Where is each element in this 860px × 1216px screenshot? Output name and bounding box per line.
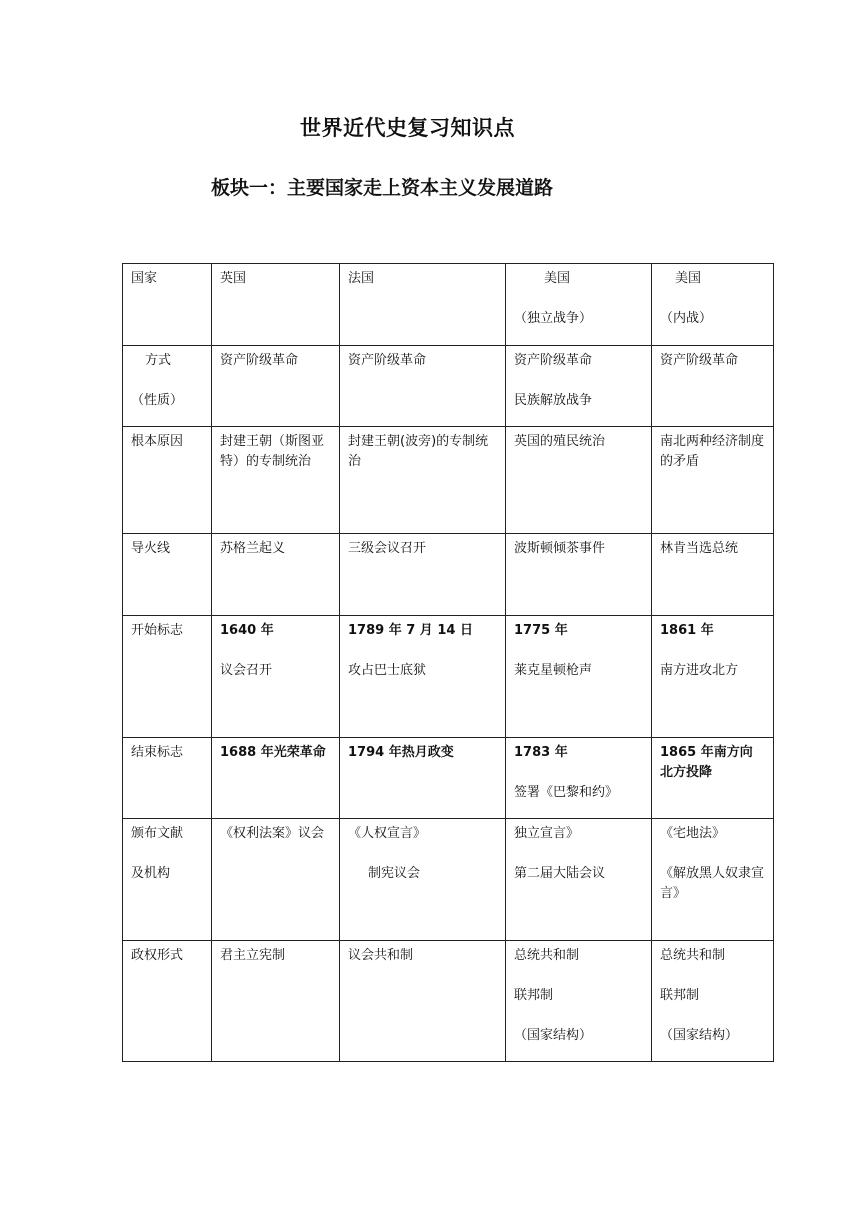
row-label: 结束标志 (123, 738, 212, 819)
table-cell: 总统共和制 联邦制 （国家结构） (506, 941, 652, 1062)
table-cell: 《人权宣言》 制宪议会 (340, 819, 506, 941)
comparison-table (122, 263, 774, 1062)
header-cell-country: 国家 (123, 264, 212, 346)
table-cell: 波斯顿倾茶事件 (506, 534, 652, 616)
table-cell: 1775 年 莱克星顿枪声 (506, 616, 652, 738)
table-cell: 资产阶级革命 (340, 346, 506, 427)
table-row-cause (123, 427, 774, 534)
table-row-header (123, 264, 774, 346)
table-row-start (123, 616, 774, 738)
table-cell: 资产阶级革命 (652, 346, 774, 427)
table-cell: 封建王朝（斯图亚特）的专制统治 (212, 427, 340, 534)
table-row-end (123, 738, 774, 819)
table-row-trigger (123, 534, 774, 616)
table-cell: 苏格兰起义 (212, 534, 340, 616)
table-cell: 独立宣言》 第二届大陆会议 (506, 819, 652, 941)
table-row-nature (123, 346, 774, 427)
table-cell: 1640 年 议会召开 (212, 616, 340, 738)
table-cell: 1794 年热月政变 (340, 738, 506, 819)
table-cell: 1789 年 7 月 14 日 攻占巴士底狱 (340, 616, 506, 738)
header-cell-usa-independence: 美国 （独立战争） (506, 264, 652, 346)
table-row-documents (123, 819, 774, 941)
table-cell: 封建王朝(波旁)的专制统治 (340, 427, 506, 534)
row-label: 开始标志 (123, 616, 212, 738)
table-cell: 《宅地法》 《解放黑人奴隶宣言》 (652, 819, 774, 941)
table-cell: 1688 年光荣革命 (212, 738, 340, 819)
table-row-regime (123, 941, 774, 1062)
table-cell: 林肯当选总统 (652, 534, 774, 616)
document-title: 世界近代史复习知识点 (300, 116, 515, 140)
table-cell: 1865 年南方向北方投降 (652, 738, 774, 819)
table-cell: 君主立宪制 (212, 941, 340, 1062)
row-label: 颁布文献 及机构 (123, 819, 212, 941)
table-cell: 南北两种经济制度的矛盾 (652, 427, 774, 534)
table-cell: 资产阶级革命 (212, 346, 340, 427)
table-cell: 《权利法案》议会 (212, 819, 340, 941)
table-cell: 1861 年 南方进攻北方 (652, 616, 774, 738)
table-cell: 英国的殖民统治 (506, 427, 652, 534)
row-label: 政权形式 (123, 941, 212, 1062)
section-heading: 板块一：主要国家走上资本主义发展道路 (211, 177, 554, 199)
header-cell-england: 英国 (212, 264, 340, 346)
row-label: 方式 （性质） (123, 346, 212, 427)
header-cell-usa-civil-war: 美国 （内战） (652, 264, 774, 346)
header-cell-france: 法国 (340, 264, 506, 346)
table-cell: 资产阶级革命 民族解放战争 (506, 346, 652, 427)
row-label: 导火线 (123, 534, 212, 616)
table-cell: 三级会议召开 (340, 534, 506, 616)
table-cell: 总统共和制 联邦制 （国家结构） (652, 941, 774, 1062)
row-label: 根本原因 (123, 427, 212, 534)
table-cell: 议会共和制 (340, 941, 506, 1062)
table-cell: 1783 年 签署《巴黎和约》 (506, 738, 652, 819)
